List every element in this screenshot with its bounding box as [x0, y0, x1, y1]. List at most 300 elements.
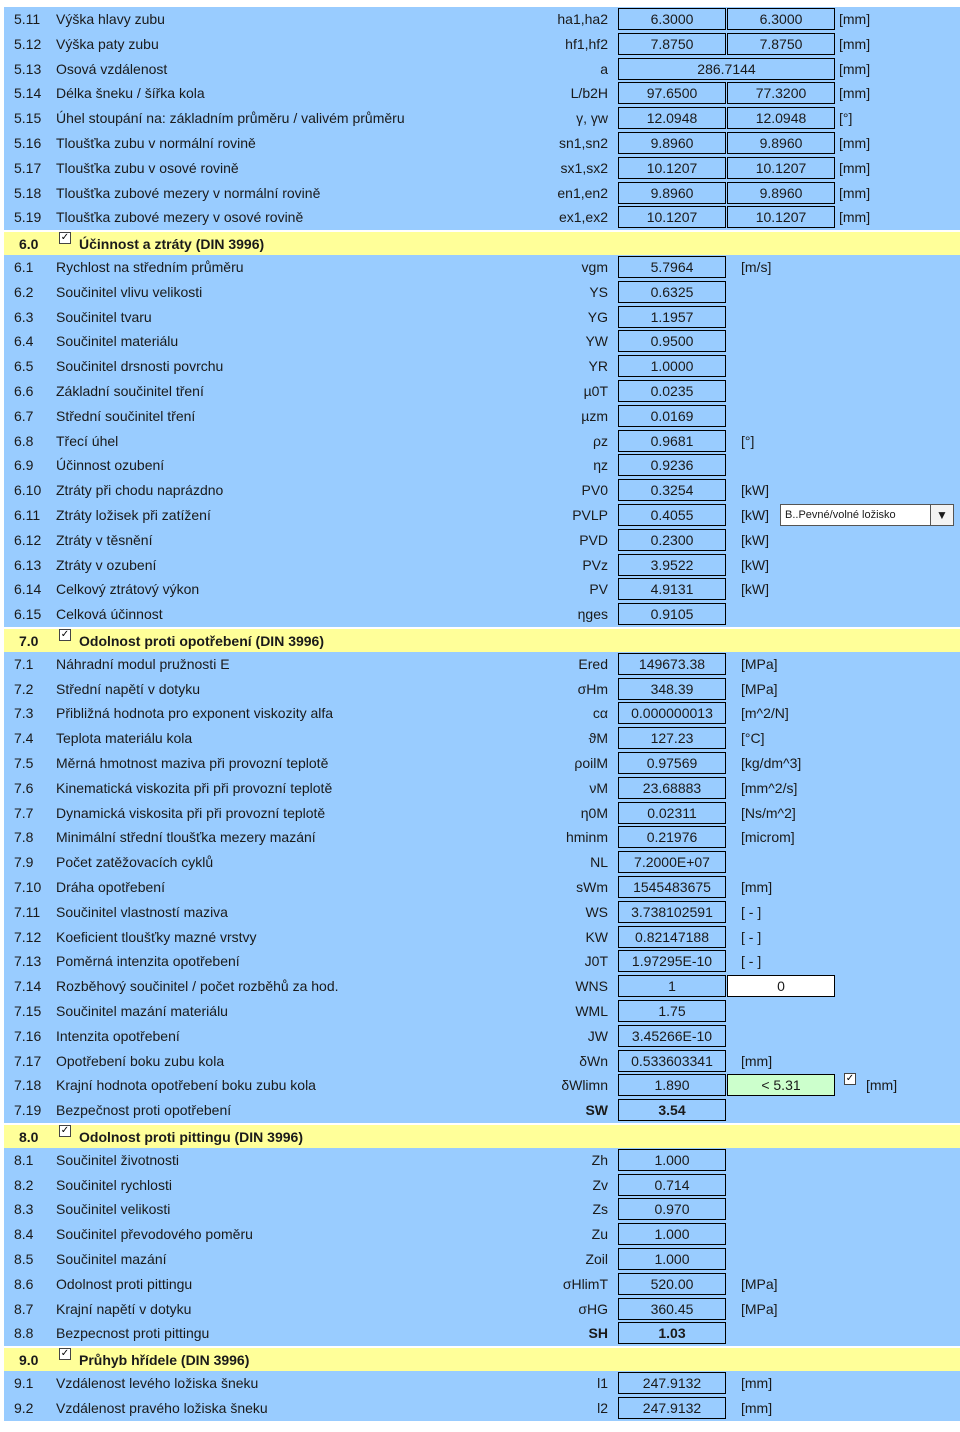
parameter-symbol: L/b2H: [570, 85, 608, 102]
value-cell: 1.03: [618, 1322, 726, 1344]
row-number: 5.15: [14, 110, 42, 127]
parameter-symbol: γ, γw: [576, 110, 608, 127]
parameter-symbol: Zu: [591, 1226, 608, 1243]
value-cell: 0.970: [618, 1198, 726, 1220]
value-cell: 127.23: [618, 727, 726, 749]
table-row: [4, 875, 960, 900]
parameter-label: Náhradní modul pružnosti E: [56, 655, 230, 672]
row-number: 8.3: [14, 1201, 34, 1218]
parameter-label: Součinitel životnosti: [56, 1151, 179, 1168]
parameter-symbol: ha1,ha2: [557, 11, 608, 27]
parameter-label: Vzdálenost pravého ložiska šneku: [56, 1399, 268, 1416]
parameter-label: Rychlost na středním průměru: [56, 259, 244, 275]
parameter-label: Přibližná hodnota pro exponent viskozity alfa: [56, 705, 334, 722]
parameter-symbol: PV: [589, 581, 608, 598]
table-row: [4, 1272, 960, 1297]
table-row: [4, 850, 960, 875]
row-number: 6.9: [14, 457, 34, 474]
parameter-symbol: J0T: [584, 953, 608, 970]
row-number: 5.18: [14, 184, 42, 201]
row-number: 8.5: [14, 1251, 34, 1267]
value-cell: 3.9522: [618, 554, 726, 576]
parameter-symbol: YS: [589, 283, 608, 300]
row-number: 7.0: [19, 633, 39, 649]
parameter-label: Součinitel vlivu velikosti: [56, 283, 203, 300]
value-cell: 6.3000: [618, 8, 726, 30]
table-row: [4, 1148, 960, 1173]
parameter-symbol: NL: [590, 854, 608, 871]
table-row: [4, 925, 960, 950]
table-row: [4, 1073, 960, 1098]
row-number: 5.13: [14, 60, 42, 77]
value-cell: 3.45266E-10: [618, 1025, 726, 1047]
table-row: [4, 280, 960, 305]
section-checkbox[interactable]: ✓: [60, 1348, 70, 1360]
table-row: [4, 1321, 960, 1346]
parameter-label: Vzdálenost levého ložiska šneku: [56, 1375, 259, 1391]
parameter-symbol: sWm: [576, 879, 608, 895]
table-row: [4, 949, 960, 974]
parameter-label: Teplota materiálu kola: [56, 730, 193, 747]
table-row: [4, 379, 960, 404]
value-cell: 1.890: [618, 1074, 726, 1096]
parameter-symbol: SW: [585, 1102, 608, 1119]
row-number: 6.4: [14, 333, 34, 350]
table-row: [4, 81, 960, 106]
parameter-label: Tloušťka zubové mezery v normální rovině: [56, 184, 321, 201]
value-cell: 247.9132: [618, 1397, 726, 1419]
parameter-symbol: hminm: [565, 829, 608, 846]
table-row: [4, 751, 960, 776]
table-row: [4, 726, 960, 751]
value-cell: 0.714: [618, 1174, 726, 1196]
section-header: [4, 1123, 960, 1148]
value-cell: 10.1207: [618, 206, 726, 228]
row-number: 7.9: [14, 854, 34, 871]
value-cell: 360.45: [618, 1298, 726, 1320]
row-number: 8.0: [19, 1129, 39, 1145]
unit-label: [ - ]: [741, 903, 762, 920]
parameter-symbol: PVD: [579, 531, 608, 548]
value-cell-2: 9.8960: [727, 182, 835, 204]
parameter-symbol: SH: [588, 1325, 608, 1342]
value-cell: 23.68883: [618, 777, 726, 799]
value-cell: 3.54: [618, 1099, 726, 1121]
row-number: 7.14: [14, 978, 42, 995]
unit-label: [kW]: [741, 531, 769, 548]
value-cell: 1.000: [618, 1223, 726, 1245]
parameter-symbol: Ered: [578, 655, 608, 672]
value-cell: 1: [618, 975, 726, 997]
parameter-label: Součinitel mazání: [56, 1251, 167, 1267]
unit-label: [mm]: [839, 209, 871, 226]
parameter-symbol: ex1,ex2: [558, 209, 608, 226]
table-row: [4, 305, 960, 330]
parameter-symbol: l2: [597, 1399, 608, 1416]
row-number: 8.2: [14, 1176, 34, 1193]
value-cell: 0.0235: [618, 380, 726, 402]
row-number: 6.2: [14, 283, 34, 300]
table-row: [4, 478, 960, 503]
value-cell: 7.2000E+07: [618, 851, 726, 873]
unit-label: [mm]: [866, 1077, 898, 1094]
parameter-symbol: vgm: [581, 259, 608, 275]
table-row: [4, 453, 960, 478]
value-cell-2: 12.0948: [727, 107, 835, 129]
row-number: 7.3: [14, 705, 34, 722]
unit-label: [MPa]: [741, 680, 778, 697]
unit-label: [kW]: [741, 482, 769, 499]
parameter-label: Úhel stoupání na: základním průměru / valivém průměru: [56, 110, 405, 127]
value-cell: 0.533603341: [618, 1050, 726, 1072]
parameter-label: Součinitel materiálu: [56, 333, 179, 350]
row-number: 8.7: [14, 1300, 34, 1317]
value-cell-2: 10.1207: [727, 206, 835, 228]
row-number: 6.7: [14, 407, 34, 424]
row-number: 9.0: [19, 1352, 39, 1369]
parameter-label: Délka šneku / šířka kola: [56, 85, 205, 102]
value-input[interactable]: 0: [727, 975, 835, 997]
parameter-label: Dráha opotřebení: [56, 879, 165, 895]
value-cell: 1.000: [618, 1149, 726, 1171]
value-cell: 12.0948: [618, 107, 726, 129]
unit-label: [ - ]: [741, 928, 762, 945]
parameter-symbol: νM: [589, 779, 608, 796]
parameter-symbol: JW: [587, 1027, 608, 1044]
parameter-symbol: ρz: [593, 432, 608, 449]
row-number: 6.1: [14, 259, 34, 275]
table-row: [4, 999, 960, 1024]
value-cell: 0.2300: [618, 529, 726, 551]
value-cell: 247.9132: [618, 1372, 726, 1394]
row-number: 7.16: [14, 1027, 42, 1044]
parameter-label: Třecí úhel: [56, 432, 119, 449]
table-row: [4, 900, 960, 925]
parameter-label: Krajní hodnota opotřebení boku zubu kola: [56, 1077, 316, 1094]
table-row: [4, 429, 960, 454]
row-number: 5.17: [14, 159, 42, 176]
value-cell: 9.8960: [618, 182, 726, 204]
row-number: 5.19: [14, 209, 42, 226]
row-number: 8.6: [14, 1275, 34, 1292]
table-row: [4, 1173, 960, 1198]
value-cell: 10.1207: [618, 157, 726, 179]
unit-label: [mm]: [839, 11, 871, 27]
table-row: [4, 503, 960, 528]
unit-label: [kg/dm^3]: [741, 755, 802, 771]
value-cell: 348.39: [618, 678, 726, 700]
section-checkbox[interactable]: ✓: [60, 629, 70, 640]
value-cell: 1.97295E-10: [618, 950, 726, 972]
section-title: Účinnost a ztráty (DIN 3996): [79, 236, 265, 253]
parameter-label: Ztráty v těsnění: [56, 531, 153, 548]
chevron-down-icon[interactable]: ▼: [930, 505, 953, 525]
row-number: 5.11: [14, 11, 41, 27]
unit-label: [Ns/m^2]: [741, 804, 796, 821]
section-title: Průhyb hřídele (DIN 3996): [79, 1352, 250, 1369]
value-cell: 1.1957: [618, 306, 726, 328]
table-row: [4, 652, 960, 677]
value-cell: 286.7144: [618, 58, 835, 80]
parameter-label: Součinitel velikosti: [56, 1201, 171, 1218]
row-number: 7.7: [14, 804, 34, 821]
unit-label: [m/s]: [741, 259, 772, 275]
value-cell-2: 10.1207: [727, 157, 835, 179]
table-row: [4, 801, 960, 826]
row-number: 9.1: [14, 1375, 34, 1391]
value-cell: 0.9105: [618, 603, 726, 625]
row-number: 7.13: [14, 953, 42, 970]
table-row: [4, 205, 960, 230]
parameter-symbol: µ0T: [583, 383, 608, 399]
parameter-symbol: sn1,sn2: [558, 135, 608, 151]
row-number: 6.0: [19, 236, 39, 253]
unit-label: [mm^2/s]: [741, 779, 798, 796]
value-cell-2: 9.8960: [727, 132, 835, 154]
value-cell-2: < 5.31: [727, 1074, 835, 1096]
parameter-label: Součinitel rychlosti: [56, 1176, 172, 1193]
parameter-label: Rozběhový součinitel / počet rozběhů za hod.: [56, 978, 339, 995]
row-number: 7.11: [14, 903, 41, 920]
table-row: [4, 1222, 960, 1247]
parameter-label: Opotřebení boku zubu kola: [56, 1052, 225, 1069]
parameter-symbol: l1: [597, 1375, 608, 1391]
parameter-label: Výška paty zubu: [56, 35, 159, 52]
parameter-symbol: en1,en2: [557, 184, 608, 201]
parameter-label: Celkový ztrátový výkon: [56, 581, 200, 598]
unit-label: [MPa]: [741, 1300, 778, 1317]
table-row: [4, 156, 960, 181]
table-row: [4, 7, 960, 32]
value-cell: 0.000000013: [618, 702, 726, 724]
row-number: 7.17: [14, 1052, 42, 1069]
row-number: 8.1: [14, 1151, 34, 1168]
parameter-symbol: WML: [575, 1003, 608, 1019]
parameter-label: Ztráty ložisek při zatížení: [56, 507, 211, 523]
value-cell: 3.738102591: [618, 901, 726, 923]
section-title: Odolnost proti opotřebení (DIN 3996): [79, 633, 325, 649]
value-cell: 0.97569: [618, 752, 726, 774]
unit-label: [mm]: [741, 1375, 773, 1391]
unit-label: [MPa]: [741, 655, 778, 672]
parameter-label: Střední napětí v dotyku: [56, 680, 200, 697]
parameter-symbol: ηz: [593, 457, 608, 474]
parameter-label: Bezpečnost proti opotřebení: [56, 1102, 232, 1119]
table-row: [4, 354, 960, 379]
row-number: 6.15: [14, 606, 42, 623]
table-row: [4, 32, 960, 57]
unit-label: [°C]: [741, 730, 765, 747]
section-header: [4, 1346, 960, 1371]
value-cell: 4.9131: [618, 578, 726, 600]
value-cell: 0.21976: [618, 826, 726, 848]
parameter-symbol: sx1,sx2: [560, 159, 608, 176]
parameter-label: Minimální střední tloušťka mezery mazání: [56, 829, 316, 846]
parameter-symbol: ϑM: [588, 730, 608, 747]
parameter-label: Výška hlavy zubu: [56, 11, 165, 27]
parameter-symbol: η0M: [580, 804, 608, 821]
value-cell: 1.0000: [618, 355, 726, 377]
parameter-label: Součinitel převodového poměru: [56, 1226, 253, 1243]
row-number: 6.3: [14, 308, 34, 325]
parameter-label: Tloušťka zubu v normální rovině: [56, 135, 256, 151]
unit-label: [mm]: [741, 879, 773, 895]
value-cell: 0.9500: [618, 330, 726, 352]
parameter-symbol: a: [600, 60, 608, 77]
value-cell: 149673.38: [618, 653, 726, 675]
value-cell: 0.4055: [618, 504, 726, 526]
parameter-symbol: PV0: [581, 482, 608, 499]
table-row: [4, 1371, 960, 1396]
row-number: 7.5: [14, 755, 34, 771]
parameter-symbol: δWn: [579, 1052, 608, 1069]
row-number: 6.14: [14, 581, 42, 598]
unit-label: [mm]: [839, 184, 871, 201]
parameter-label: Počet zatěžovacích cyklů: [56, 854, 214, 871]
value-cell: 1.000: [618, 1248, 726, 1270]
row-number: 7.8: [14, 829, 34, 846]
row-number: 7.1: [14, 655, 34, 672]
parameter-symbol: σHG: [578, 1300, 608, 1317]
parameter-symbol: Zh: [591, 1151, 608, 1168]
row-number: 7.4: [14, 730, 34, 747]
section-checkbox[interactable]: ✓: [60, 1125, 70, 1136]
row-number: 5.16: [14, 135, 42, 151]
row-number: 6.6: [14, 383, 34, 399]
table-row: [4, 329, 960, 354]
parameter-label: Celková účinnost: [56, 606, 163, 623]
row-number: 7.2: [14, 680, 34, 697]
parameter-label: Součinitel mazání materiálu: [56, 1003, 228, 1019]
row-number: 6.13: [14, 556, 42, 573]
row-number: 7.15: [14, 1003, 42, 1019]
table-row: [4, 1396, 960, 1421]
section-checkbox[interactable]: ✓: [60, 232, 70, 244]
section-title: Odolnost proti pittingu (DIN 3996): [79, 1129, 303, 1145]
parameter-symbol: WS: [585, 903, 608, 920]
row-number: 8.8: [14, 1325, 34, 1342]
parameter-label: Součinitel drsnosti povrchu: [56, 358, 224, 375]
table-row: [4, 825, 960, 850]
parameter-label: Bezpecnost proti pittingu: [56, 1325, 210, 1342]
parameter-label: Krajní napětí v dotyku: [56, 1300, 192, 1317]
parameter-label: Tloušťka zubové mezery v osové rovině: [56, 209, 304, 226]
parameter-symbol: PVz: [582, 556, 608, 573]
value-cell: 520.00: [618, 1273, 726, 1295]
table-row: [4, 255, 960, 280]
unit-label: [mm]: [839, 85, 871, 102]
unit-label: [mm]: [741, 1052, 773, 1069]
parameter-label: Odolnost proti pittingu: [56, 1275, 193, 1292]
dropdown-value: B..Pevné/volné ložisko: [785, 509, 896, 521]
table-row: [4, 677, 960, 702]
parameter-symbol: ρoilM: [574, 755, 608, 771]
parameter-label: Kinematická viskozita při při provozní teplotě: [56, 779, 333, 796]
value-cell: 9.8960: [618, 132, 726, 154]
row-number: 7.12: [14, 928, 42, 945]
unit-label: [microm]: [741, 829, 795, 846]
parameter-symbol: PVLP: [572, 507, 608, 523]
parameter-symbol: σHlimT: [562, 1275, 608, 1292]
parameter-label: Měrná hmotnost maziva při provozní teplotě: [56, 755, 329, 771]
parameter-symbol: δWlimn: [561, 1077, 608, 1094]
parameter-symbol: Zv: [592, 1176, 608, 1193]
unit-label: [ - ]: [741, 953, 762, 970]
row-number: 6.12: [14, 531, 42, 548]
table-row: [4, 1297, 960, 1322]
section-header: [4, 627, 960, 652]
parameter-label: Součinitel vlastností maziva: [56, 903, 228, 920]
table-row: [4, 577, 960, 602]
value-cell: 5.7964: [618, 256, 726, 278]
parameter-symbol: hf1,hf2: [565, 35, 608, 52]
unit-label: [mm]: [839, 60, 871, 77]
check-ok-checkbox[interactable]: ✓: [845, 1073, 855, 1085]
unit-label: [kW]: [741, 507, 769, 523]
value-cell: 0.6325: [618, 281, 726, 303]
parameter-symbol: YG: [587, 308, 608, 325]
value-cell: 0.0169: [618, 405, 726, 427]
table-row: [4, 106, 960, 131]
parameter-symbol: σHm: [577, 680, 608, 697]
parameter-symbol: KW: [585, 928, 608, 945]
parameter-symbol: Zs: [592, 1201, 608, 1218]
unit-label: [mm]: [839, 135, 871, 151]
unit-label: [kW]: [741, 556, 769, 573]
unit-label: [m^2/N]: [741, 705, 789, 722]
parameter-label: Intenzita opotřebení: [56, 1027, 180, 1044]
value-cell-2: 6.3000: [727, 8, 835, 30]
value-cell: 1545483675: [618, 876, 726, 898]
row-number: 7.18: [14, 1077, 42, 1094]
unit-label: [mm]: [741, 1399, 773, 1416]
bearing-type-dropdown[interactable]: [780, 504, 954, 526]
parameter-label: Ztráty při chodu naprázdno: [56, 482, 224, 499]
row-number: 7.19: [14, 1102, 42, 1119]
parameter-symbol: Zoil: [585, 1251, 608, 1267]
value-cell: 7.8750: [618, 33, 726, 55]
parameter-label: Koeficient tloušťky mazné vrstvy: [56, 928, 257, 945]
table-row: [4, 528, 960, 553]
unit-label: [kW]: [741, 581, 769, 598]
row-number: 7.10: [14, 879, 42, 895]
section-header: [4, 230, 960, 255]
parameter-label: Poměrná intenzita opotřebení: [56, 953, 240, 970]
row-number: 5.14: [14, 85, 42, 102]
value-cell: 0.9681: [618, 430, 726, 452]
table-row: [4, 1049, 960, 1074]
parameter-label: Základní součinitel tření: [56, 383, 204, 399]
table-row: [4, 602, 960, 627]
parameter-label: Osová vzdálenost: [56, 60, 168, 77]
row-number: 7.6: [14, 779, 34, 796]
table-row: [4, 131, 960, 156]
table-row: [4, 1024, 960, 1049]
parameter-label: Dynamická viskosita při při provozní teplotě: [56, 804, 326, 821]
value-cell: 97.6500: [618, 82, 726, 104]
unit-label: [°]: [741, 432, 755, 449]
value-cell-2: 77.3200: [727, 82, 835, 104]
parameter-label: Střední součinitel tření: [56, 407, 196, 424]
table-row: [4, 974, 960, 999]
parameter-label: Tloušťka zubu v osové rovině: [56, 159, 239, 176]
parameter-label: Ztráty v ozubení: [56, 556, 157, 573]
table-row: [4, 404, 960, 429]
row-number: 6.5: [14, 358, 34, 375]
parameter-label: Účinnost ozubení: [56, 457, 165, 474]
table-row: [4, 57, 960, 82]
row-number: 5.12: [14, 35, 42, 52]
